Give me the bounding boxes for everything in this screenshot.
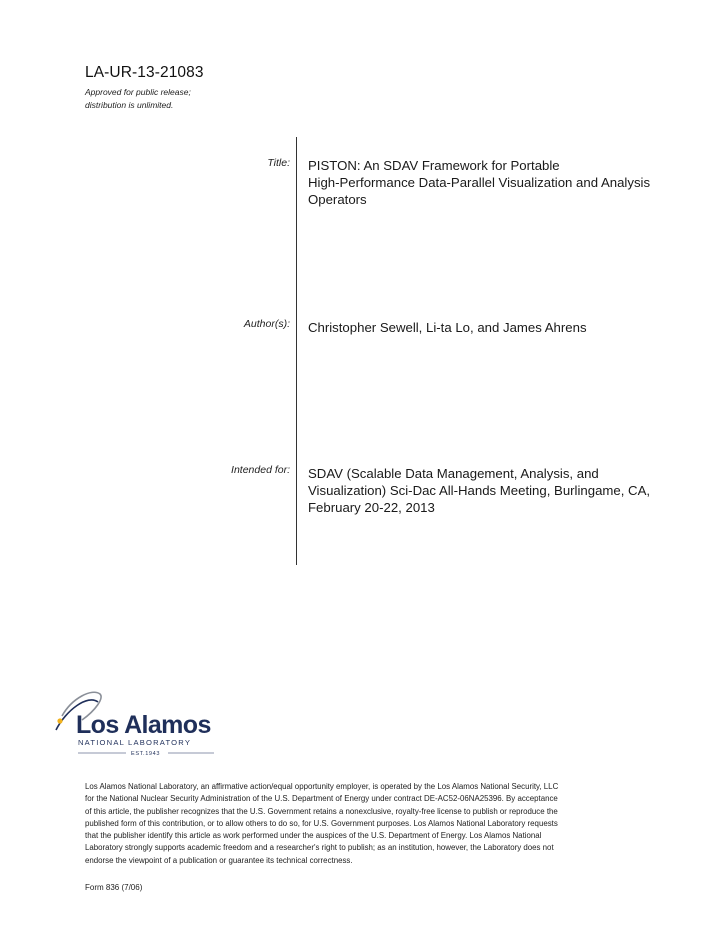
title-line-1: PISTON: An SDAV Framework for Portable [308, 158, 560, 173]
intended-line-2: Visualization) Sci-Dac All-Hands Meeting, Burlingame, CA, [308, 483, 651, 498]
intended-label: Intended for: [231, 464, 290, 476]
los-alamos-logo [52, 680, 222, 760]
logo-established: EST.1943 [131, 751, 161, 757]
disclaimer-line: for the National Nuclear Security Administration of the U.S. Department of Energy under contract DE-AC52-06NA25396. By acceptance [85, 794, 558, 804]
intended-value [308, 465, 688, 516]
title-line-3: Operators [308, 192, 367, 207]
release-statement [85, 86, 191, 112]
form-number: Form 836 (7/06) [85, 883, 143, 892]
disclaimer-line: Laboratory strongly supports academic freedom and a researcher's right to publish; as an institution, however, the Laboratory does not [85, 843, 554, 853]
release-line-2: distribution is unlimited. [85, 100, 174, 110]
disclaimer-line: Los Alamos National Laboratory, an affirmative action/equal opportunity employer, is operated by the Los Alamos National Security, LLC [85, 782, 559, 791]
intended-line-1: SDAV (Scalable Data Management, Analysis, and [308, 466, 599, 481]
author-label: Author(s): [243, 318, 290, 330]
title-label: Title: [267, 157, 290, 169]
disclaimer-line: of this article, the publisher recognizes that the U.S. Government retains a nonexclusive, royalty-free license to publish or reproduce the [85, 806, 558, 816]
logo-dot-gold [57, 718, 62, 723]
disclaimer-line: published form of this contribution, or to allow others to do so, for U.S. Government purposes. Los Alamos National Laboratory requests [85, 818, 558, 828]
intended-line-3: February 20-22, 2013 [308, 500, 435, 515]
logo-subtitle: NATIONAL LABORATORY [78, 738, 192, 747]
disclaimer [85, 781, 660, 867]
report-number: LA-UR-13-21083 [85, 64, 204, 81]
title-value [308, 157, 688, 208]
release-line-1: Approved for public release; [85, 87, 191, 97]
vertical-divider [296, 137, 297, 565]
authors-value: Christopher Sewell, Li-ta Lo, and James Ahrens [308, 320, 587, 335]
logo-name: Los Alamos [76, 711, 211, 739]
disclaimer-line: that the publisher identify this article as work performed under the auspices of the U.S. Department of Energy. Los Alamos National [85, 831, 542, 841]
disclaimer-line: endorse the viewpoint of a publication or guarantee its technical correctness. [85, 855, 353, 865]
title-line-2: High-Performance Data-Parallel Visualization and Analysis [308, 175, 651, 190]
atom-swoosh-icon [52, 680, 222, 760]
